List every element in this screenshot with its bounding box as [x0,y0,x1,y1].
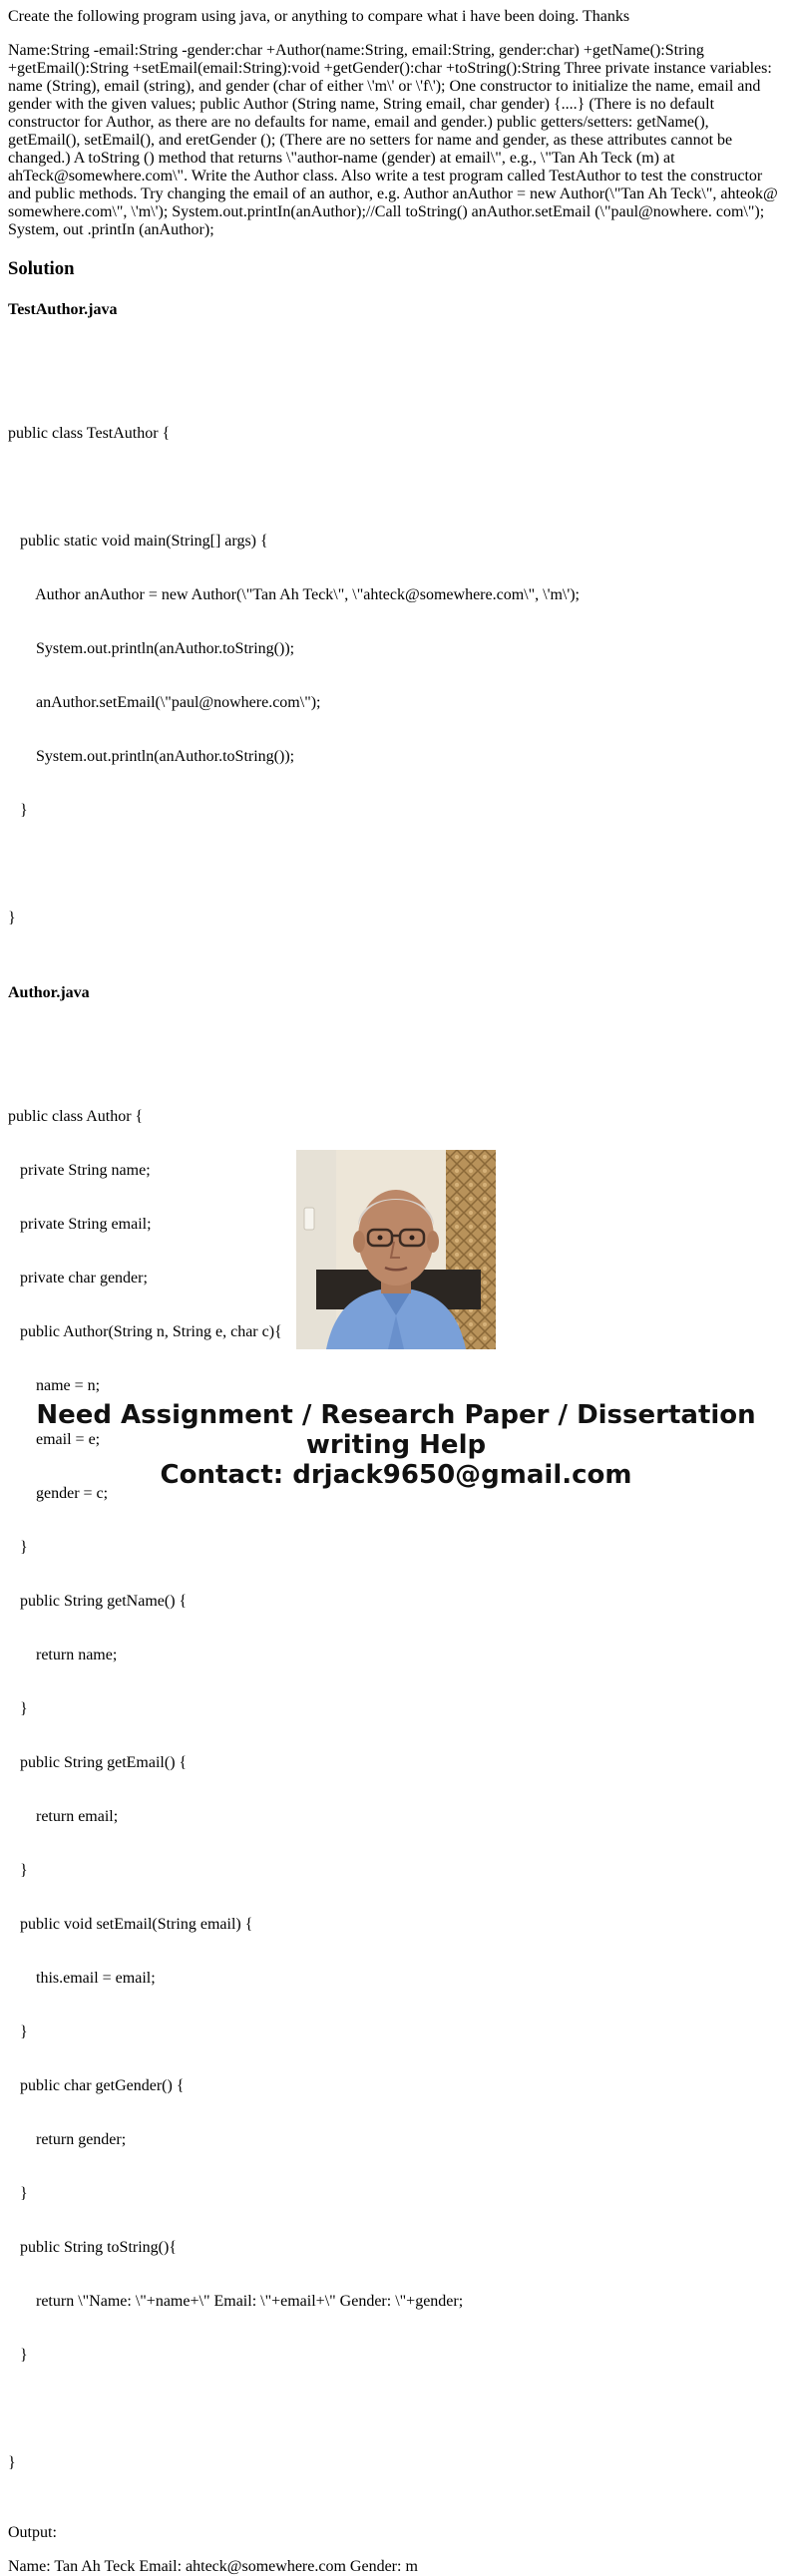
code-line: public String getName() { [8,1593,188,1610]
code-line [8,2400,784,2418]
code-line: public Author(String n, String e, char c){ [8,1323,282,1340]
code-line: System.out.println(anAuthor.toString()); [8,640,295,657]
code-line: private char gender; [8,1270,148,1287]
avatar-image [296,1150,496,1349]
code-line: public String toString(){ [8,2239,178,2256]
code-line: public static void main(String[] args) { [8,533,268,550]
code-line: anAuthor.setEmail(\"paul@nowhere.com\"); [8,694,321,711]
code-line: public String getEmail() { [8,1754,188,1771]
question-body: Name:String -email:String -gender:char +Author(name:String, email:String, gender:char) +getName():String +getEmail():String +setEmail(email:String):void +getGender():char +toString():String Three private instance variables: name (String), email (string), and gender (char of either \'m\' or \'f\'); One constructor to initialize the name, email and gender with the given values; public Author (String name, String email, char gender) {....} (There is no default constructor for Author, as there are no defaults for name, email and gender.) public getters/setters: getName(), getEmail(), setEmail(), and eretGender (); (There are no setters for name and gender, as these attributes cannot be changed.) A toString () method that returns \"author-name (gender) at email\", e.g., \"Tan Ah Teck (m) at ahTeck@somewhere.com\". Write the Author class. Also write a test program called TestAuthor to test the constructor and public methods. Try changing the email of an author, e.g. Author anAuthor = new Author(\"Tan Ah Teck\", ahteok@ somewhere.com\", \'m\'); System.out.printIn(anAuthor);//Call toString() anAuthor.setEmail (\"paul@nowhere. com\"); System, out .printIn (anAuthor); [8,42,778,238]
code-line: public void setEmail(String email) { [8,1916,253,1933]
code-line: } [8,910,16,926]
output-line: Name: Tan Ah Teck Email: ahteck@somewhere.com Gender: m [8,2558,418,2575]
code-line: public class TestAuthor { [8,425,171,442]
code-line: gender = c; [8,1485,109,1502]
code-line: private String email; [8,1216,152,1233]
test-author-code [8,335,784,963]
code-line: } [8,2454,16,2471]
code-line [8,1054,784,1072]
author-avatar [296,1150,496,1349]
code-line: return gender; [8,2131,127,2148]
author-file-title: Author.java [8,984,90,1001]
code-line [8,479,784,497]
code-line: return name; [8,1647,118,1663]
code-line: name = n; [8,1377,101,1394]
code-line: email = e; [8,1431,101,1448]
output-label: Output: [8,2524,57,2541]
code-line: } [8,2024,28,2040]
code-line: public char getGender() { [8,2077,185,2094]
question-intro: Create the following program using java, or anything to compare what i have been doing. Thanks [8,8,630,25]
code-line: this.email = email; [8,1970,156,1987]
test-file-title: TestAuthor.java [8,301,118,318]
solution-heading: Solution [8,258,75,279]
code-line: return \"Name: \"+name+\" Email: \"+email+\" Gender: \"+gender; [8,2293,464,2310]
code-line: } [8,2347,28,2364]
banner-line-1: Need Assignment / Research Paper / Dissertation [36,1400,756,1430]
code-line: System.out.println(anAuthor.toString()); [8,748,295,765]
code-line: } [8,1862,28,1879]
promo-banner [0,1400,792,1490]
code-line: private String name; [8,1162,151,1179]
banner-line-2: writing Help [305,1430,487,1460]
code-line [8,371,784,389]
code-line: return email; [8,1808,119,1825]
code-line: } [8,1700,28,1717]
code-line: } [8,802,28,819]
code-line: Author anAuthor = new Author(\"Tan Ah Teck\", \"ahteck@somewhere.com\", \'m\'); [8,586,580,603]
code-line: public class Author { [8,1108,144,1125]
code-line [8,856,784,874]
banner-contact: Contact: drjack9650@gmail.com [160,1460,632,1490]
code-line: } [8,1539,28,1556]
code-line: } [8,2185,28,2202]
